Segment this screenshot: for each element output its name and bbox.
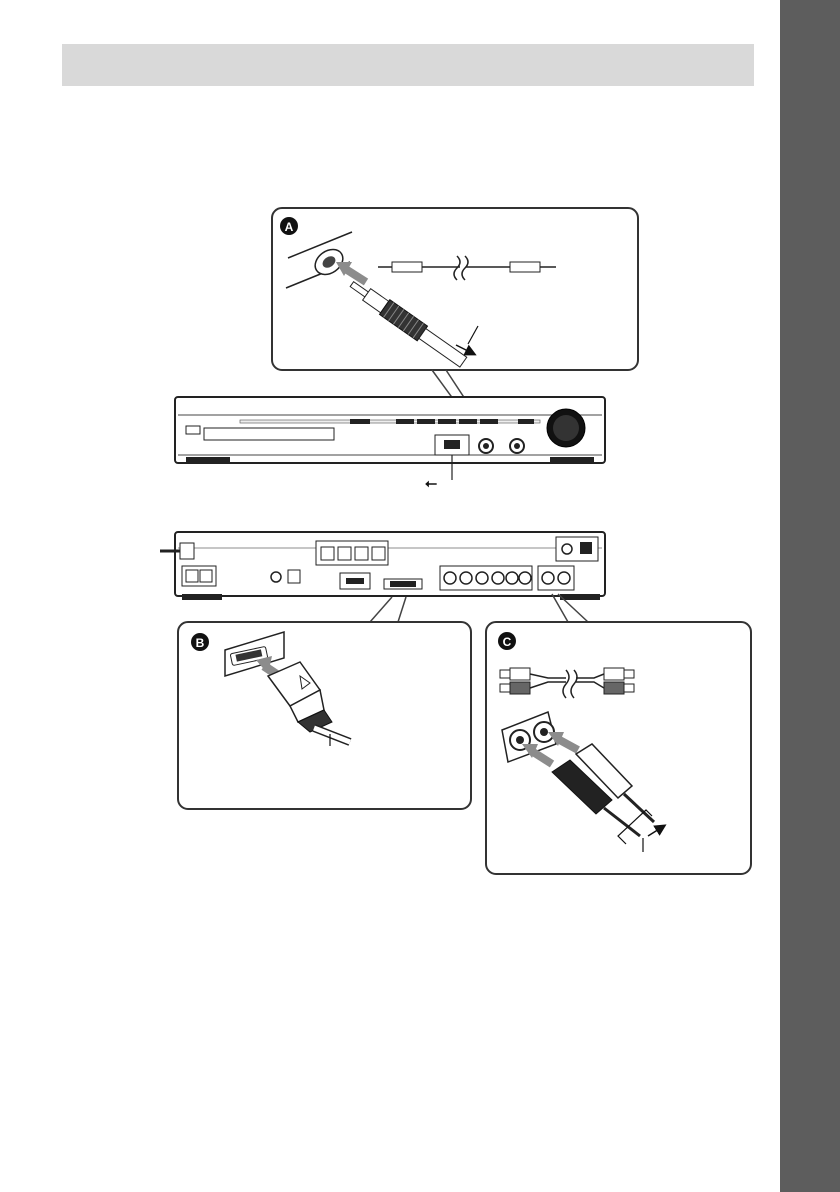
side-chapter-tab [780,0,840,1192]
inset-c-rca-cable [486,622,751,874]
callout-c-letter: C [502,635,512,649]
unit-rear-panel [160,532,605,600]
callout-a-letter: A [284,220,294,234]
inset-a-audio-jack [272,208,638,370]
unit-front-panel [175,397,605,480]
usb-icon [425,474,437,492]
inset-b-dock-connector [178,622,471,809]
callout-b-letter: B [195,636,205,650]
usb-port-label: ⭠ [425,474,438,492]
